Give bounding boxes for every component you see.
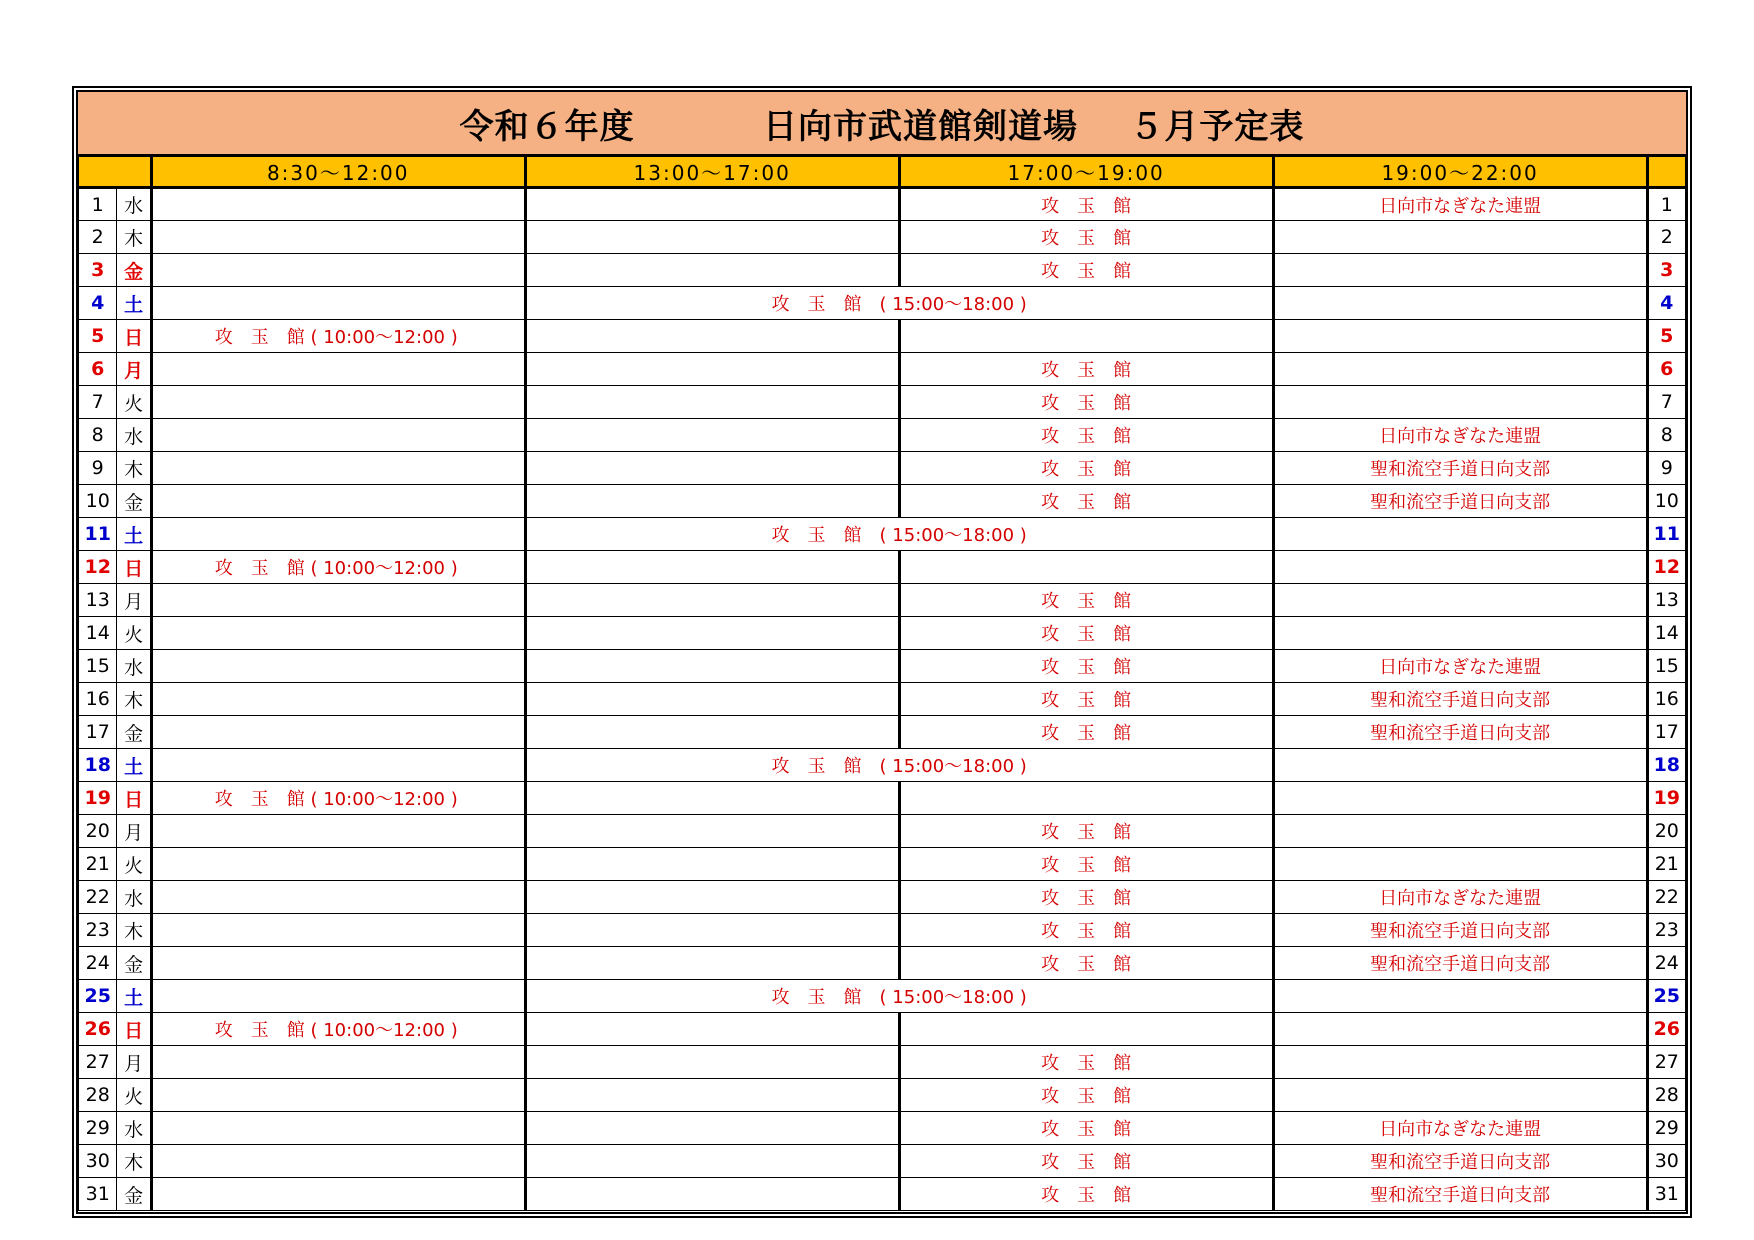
slot-night	[1273, 518, 1647, 551]
slot-afternoon	[525, 254, 899, 287]
day-number-right: 4	[1647, 287, 1685, 320]
evening-session: 攻 玉 館	[899, 617, 1273, 650]
weekday: 金	[117, 485, 151, 518]
slot-afternoon	[525, 1046, 899, 1079]
schedule-sheet	[72, 86, 1692, 1218]
evening-session: 攻 玉 館	[899, 188, 1273, 221]
evening-session: 攻 玉 館	[899, 1145, 1273, 1178]
day-number-right: 24	[1647, 947, 1685, 980]
morning-session: 攻 玉 館 ( 10:00～12:00 )	[151, 782, 525, 815]
night-session: 聖和流空手道日向支部	[1273, 947, 1647, 980]
night-session: 聖和流空手道日向支部	[1273, 716, 1647, 749]
slot-morning	[151, 617, 525, 650]
slot-night	[1273, 1013, 1647, 1046]
slot-afternoon	[525, 881, 899, 914]
day-number: 18	[79, 749, 117, 782]
weekday: 金	[117, 947, 151, 980]
table-row	[79, 1079, 1686, 1112]
day-number-right: 8	[1647, 419, 1685, 452]
day-number: 24	[79, 947, 117, 980]
slot-afternoon	[525, 815, 899, 848]
slot-afternoon	[525, 848, 899, 881]
evening-session: 攻 玉 館	[899, 221, 1273, 254]
day-number: 17	[79, 716, 117, 749]
day-number: 3	[79, 254, 117, 287]
weekday: 木	[117, 683, 151, 716]
slot-header-row	[79, 157, 1686, 188]
day-number: 2	[79, 221, 117, 254]
slot-morning	[151, 650, 525, 683]
slot-afternoon	[525, 947, 899, 980]
weekday: 木	[117, 914, 151, 947]
saturday-session: 攻 玉 館 ( 15:00～18:00 )	[525, 980, 1273, 1013]
day-number: 31	[79, 1178, 117, 1211]
evening-session: 攻 玉 館	[899, 914, 1273, 947]
day-number-right: 20	[1647, 815, 1685, 848]
slot-morning	[151, 1079, 525, 1112]
night-session	[1273, 221, 1647, 254]
schedule-frame	[76, 90, 1688, 1214]
slot-morning	[151, 386, 525, 419]
day-number-right: 3	[1647, 254, 1685, 287]
day-number-right: 13	[1647, 584, 1685, 617]
night-session	[1273, 848, 1647, 881]
evening-session: 攻 玉 館	[899, 947, 1273, 980]
weekday: 木	[117, 1145, 151, 1178]
slot-afternoon	[525, 584, 899, 617]
day-number: 6	[79, 353, 117, 386]
night-session: 聖和流空手道日向支部	[1273, 485, 1647, 518]
weekday: 水	[117, 419, 151, 452]
weekday: 水	[117, 881, 151, 914]
slot-header-evening: 17:00～19:00	[899, 157, 1273, 188]
night-session	[1273, 353, 1647, 386]
weekday: 土	[117, 980, 151, 1013]
slot-morning	[151, 1112, 525, 1145]
slot-morning	[151, 914, 525, 947]
slot-morning	[151, 1178, 525, 1211]
day-number: 8	[79, 419, 117, 452]
title-era: 令和６年度	[459, 106, 635, 147]
slot-afternoon	[525, 320, 899, 353]
day-number: 26	[79, 1013, 117, 1046]
slot-header-night: 19:00～22:00	[1273, 157, 1647, 188]
slot-morning	[151, 749, 525, 782]
day-number-right: 14	[1647, 617, 1685, 650]
table-row	[79, 584, 1686, 617]
weekday: 日	[117, 782, 151, 815]
slot-evening	[899, 320, 1273, 353]
slot-afternoon	[525, 1178, 899, 1211]
night-session: 日向市なぎなた連盟	[1273, 188, 1647, 221]
night-session: 聖和流空手道日向支部	[1273, 914, 1647, 947]
table-row	[79, 551, 1686, 584]
table-row	[79, 914, 1686, 947]
slot-afternoon	[525, 353, 899, 386]
day-number: 20	[79, 815, 117, 848]
morning-session: 攻 玉 館 ( 10:00～12:00 )	[151, 551, 525, 584]
day-number-right: 22	[1647, 881, 1685, 914]
weekday: 土	[117, 749, 151, 782]
weekday: 火	[117, 1079, 151, 1112]
day-number: 10	[79, 485, 117, 518]
day-number-right: 16	[1647, 683, 1685, 716]
table-row	[79, 683, 1686, 716]
day-number: 11	[79, 518, 117, 551]
slot-morning	[151, 254, 525, 287]
night-session: 日向市なぎなた連盟	[1273, 881, 1647, 914]
slot-afternoon	[525, 1079, 899, 1112]
slot-morning	[151, 188, 525, 221]
day-number: 29	[79, 1112, 117, 1145]
weekday: 日	[117, 320, 151, 353]
slot-evening	[899, 782, 1273, 815]
table-row	[79, 386, 1686, 419]
day-number: 4	[79, 287, 117, 320]
weekday: 木	[117, 452, 151, 485]
slot-morning	[151, 881, 525, 914]
table-row	[79, 518, 1686, 551]
evening-session: 攻 玉 館	[899, 452, 1273, 485]
night-session	[1273, 386, 1647, 419]
weekday: 月	[117, 584, 151, 617]
evening-session: 攻 玉 館	[899, 386, 1273, 419]
slot-afternoon	[525, 188, 899, 221]
table-row	[79, 947, 1686, 980]
day-number-right: 19	[1647, 782, 1685, 815]
corner-cell	[79, 157, 152, 188]
slot-evening	[899, 1013, 1273, 1046]
evening-session: 攻 玉 館	[899, 650, 1273, 683]
slot-morning	[151, 947, 525, 980]
day-number-right: 7	[1647, 386, 1685, 419]
slot-morning	[151, 848, 525, 881]
slot-afternoon	[525, 1013, 899, 1046]
day-number: 9	[79, 452, 117, 485]
weekday: 土	[117, 518, 151, 551]
weekday: 火	[117, 386, 151, 419]
page-title	[78, 92, 1686, 156]
slot-morning	[151, 1145, 525, 1178]
day-number-right: 10	[1647, 485, 1685, 518]
evening-session: 攻 玉 館	[899, 1112, 1273, 1145]
evening-session: 攻 玉 館	[899, 584, 1273, 617]
day-number-right: 2	[1647, 221, 1685, 254]
day-number-right: 25	[1647, 980, 1685, 1013]
slot-afternoon	[525, 1145, 899, 1178]
morning-session: 攻 玉 館 ( 10:00～12:00 )	[151, 1013, 525, 1046]
slot-morning	[151, 353, 525, 386]
day-number: 28	[79, 1079, 117, 1112]
table-row	[79, 1145, 1686, 1178]
morning-session: 攻 玉 館 ( 10:00～12:00 )	[151, 320, 525, 353]
weekday: 日	[117, 1013, 151, 1046]
slot-afternoon	[525, 221, 899, 254]
evening-session: 攻 玉 館	[899, 881, 1273, 914]
day-number: 14	[79, 617, 117, 650]
night-session	[1273, 617, 1647, 650]
slot-header-afternoon: 13:00～17:00	[525, 157, 899, 188]
day-number-right: 9	[1647, 452, 1685, 485]
table-row	[79, 815, 1686, 848]
slot-afternoon	[525, 1112, 899, 1145]
evening-session: 攻 玉 館	[899, 716, 1273, 749]
evening-session: 攻 玉 館	[899, 683, 1273, 716]
night-session: 日向市なぎなた連盟	[1273, 650, 1647, 683]
evening-session: 攻 玉 館	[899, 353, 1273, 386]
night-session	[1273, 1079, 1647, 1112]
day-number-right: 11	[1647, 518, 1685, 551]
day-number-right: 30	[1647, 1145, 1685, 1178]
day-number: 1	[79, 188, 117, 221]
day-number: 27	[79, 1046, 117, 1079]
title-facility: 日向市武道館剣道場	[763, 106, 1078, 147]
table-row	[79, 848, 1686, 881]
slot-afternoon	[525, 419, 899, 452]
table-row	[79, 650, 1686, 683]
weekday: 日	[117, 551, 151, 584]
day-number: 30	[79, 1145, 117, 1178]
slot-morning	[151, 1046, 525, 1079]
weekday: 金	[117, 254, 151, 287]
table-row	[79, 881, 1686, 914]
day-number: 19	[79, 782, 117, 815]
slot-afternoon	[525, 551, 899, 584]
table-row	[79, 1046, 1686, 1079]
slot-morning	[151, 518, 525, 551]
night-session: 聖和流空手道日向支部	[1273, 683, 1647, 716]
day-number-right: 5	[1647, 320, 1685, 353]
day-number: 13	[79, 584, 117, 617]
slot-morning	[151, 419, 525, 452]
day-number: 23	[79, 914, 117, 947]
slot-header-morning: 8:30～12:00	[151, 157, 525, 188]
day-number: 21	[79, 848, 117, 881]
night-session	[1273, 1046, 1647, 1079]
day-number-right: 6	[1647, 353, 1685, 386]
weekday: 木	[117, 221, 151, 254]
table-row	[79, 485, 1686, 518]
weekday: 火	[117, 848, 151, 881]
slot-morning	[151, 716, 525, 749]
table-row	[79, 254, 1686, 287]
weekday: 水	[117, 188, 151, 221]
weekday: 水	[117, 1112, 151, 1145]
table-row	[79, 452, 1686, 485]
day-number-right: 17	[1647, 716, 1685, 749]
slot-morning	[151, 485, 525, 518]
evening-session: 攻 玉 館	[899, 1178, 1273, 1211]
slot-afternoon	[525, 914, 899, 947]
title-month: ５月予定表	[1129, 106, 1305, 147]
slot-night	[1273, 320, 1647, 353]
weekday: 火	[117, 617, 151, 650]
table-row	[79, 353, 1686, 386]
night-session: 日向市なぎなた連盟	[1273, 419, 1647, 452]
night-session	[1273, 815, 1647, 848]
slot-morning	[151, 584, 525, 617]
day-number-right: 12	[1647, 551, 1685, 584]
slot-morning	[151, 683, 525, 716]
slot-afternoon	[525, 452, 899, 485]
weekday: 月	[117, 353, 151, 386]
night-session: 聖和流空手道日向支部	[1273, 452, 1647, 485]
table-row	[79, 1013, 1686, 1046]
table-row	[79, 617, 1686, 650]
slot-morning	[151, 221, 525, 254]
evening-session: 攻 玉 館	[899, 485, 1273, 518]
day-number: 5	[79, 320, 117, 353]
evening-session: 攻 玉 館	[899, 848, 1273, 881]
night-session: 日向市なぎなた連盟	[1273, 1112, 1647, 1145]
table-row	[79, 782, 1686, 815]
slot-morning	[151, 452, 525, 485]
table-row	[79, 419, 1686, 452]
slot-afternoon	[525, 617, 899, 650]
evening-session: 攻 玉 館	[899, 254, 1273, 287]
slot-night	[1273, 551, 1647, 584]
day-number-right: 31	[1647, 1178, 1685, 1211]
day-number: 7	[79, 386, 117, 419]
saturday-session: 攻 玉 館 ( 15:00～18:00 )	[525, 749, 1273, 782]
weekday: 土	[117, 287, 151, 320]
slot-evening	[899, 551, 1273, 584]
slot-afternoon	[525, 485, 899, 518]
evening-session: 攻 玉 館	[899, 419, 1273, 452]
day-number-right: 15	[1647, 650, 1685, 683]
night-session: 聖和流空手道日向支部	[1273, 1178, 1647, 1211]
evening-session: 攻 玉 館	[899, 1046, 1273, 1079]
slot-night	[1273, 980, 1647, 1013]
slot-afternoon	[525, 683, 899, 716]
day-number-right: 1	[1647, 188, 1685, 221]
title-gap	[635, 103, 763, 143]
day-number: 22	[79, 881, 117, 914]
day-number-right: 28	[1647, 1079, 1685, 1112]
schedule-rows	[79, 188, 1686, 1211]
slot-afternoon	[525, 386, 899, 419]
day-number-right: 27	[1647, 1046, 1685, 1079]
slot-morning	[151, 287, 525, 320]
slot-afternoon	[525, 650, 899, 683]
weekday: 月	[117, 1046, 151, 1079]
title-gap-2	[1078, 103, 1129, 143]
day-number-right: 21	[1647, 848, 1685, 881]
weekday: 水	[117, 650, 151, 683]
saturday-session: 攻 玉 館 ( 15:00～18:00 )	[525, 287, 1273, 320]
night-session	[1273, 254, 1647, 287]
table-row	[79, 1178, 1686, 1211]
slot-afternoon	[525, 716, 899, 749]
slot-night	[1273, 749, 1647, 782]
evening-session: 攻 玉 館	[899, 815, 1273, 848]
day-number-right: 29	[1647, 1112, 1685, 1145]
table-row	[79, 749, 1686, 782]
slot-morning	[151, 980, 525, 1013]
day-number: 15	[79, 650, 117, 683]
schedule-table	[78, 156, 1686, 1211]
day-number-right: 26	[1647, 1013, 1685, 1046]
weekday: 金	[117, 1178, 151, 1211]
evening-session: 攻 玉 館	[899, 1079, 1273, 1112]
table-row	[79, 716, 1686, 749]
weekday: 月	[117, 815, 151, 848]
day-number-right: 23	[1647, 914, 1685, 947]
day-number: 12	[79, 551, 117, 584]
table-row	[79, 221, 1686, 254]
table-row	[79, 1112, 1686, 1145]
day-number: 16	[79, 683, 117, 716]
table-row	[79, 188, 1686, 221]
table-row	[79, 980, 1686, 1013]
slot-night	[1273, 782, 1647, 815]
table-row	[79, 320, 1686, 353]
slot-night	[1273, 287, 1647, 320]
table-row	[79, 287, 1686, 320]
day-number: 25	[79, 980, 117, 1013]
day-number-right: 18	[1647, 749, 1685, 782]
corner-cell-right	[1647, 157, 1685, 188]
slot-afternoon	[525, 782, 899, 815]
weekday: 金	[117, 716, 151, 749]
slot-morning	[151, 815, 525, 848]
night-session	[1273, 584, 1647, 617]
saturday-session: 攻 玉 館 ( 15:00～18:00 )	[525, 518, 1273, 551]
night-session: 聖和流空手道日向支部	[1273, 1145, 1647, 1178]
